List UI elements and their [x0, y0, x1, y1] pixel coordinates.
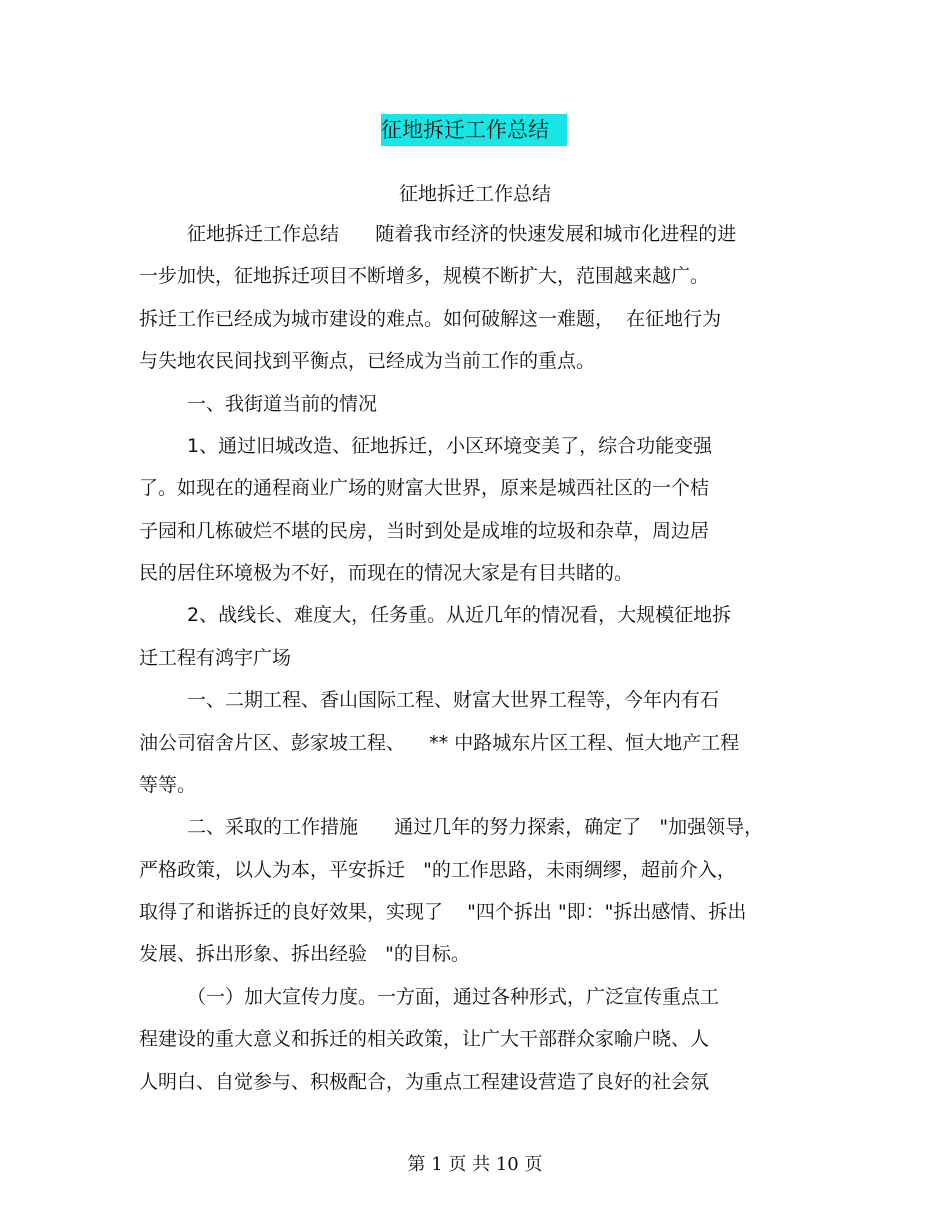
body-line: 一步加快，征地拆迁项目不断增多，规模不断扩大，范围越来越广。: [139, 265, 710, 287]
body-line: 人明白、自觉参与、积极配合，为重点工程建设营造了良好的社会氛: [139, 1071, 710, 1093]
body-line: 2、战线长、难度大，任务重。从近几年的情况看，大规模征地拆: [187, 604, 732, 626]
body-line: 子园和几栋破烂不堪的民房，当时到处是成堆的垃圾和杂草，周边居: [139, 520, 710, 542]
highlighted-title: 征地拆迁工作总结: [381, 114, 567, 146]
body-line: 等等。: [139, 774, 197, 796]
title-row: [0, 114, 950, 146]
body-line: 征地拆迁工作总结 随着我市经济的快速发展和城市化进程的进: [187, 223, 737, 245]
body-line: 发展、拆出形象、拆出经验 "的目标。: [139, 943, 470, 965]
page-footer: 第 1 页 共 10 页: [407, 1154, 543, 1175]
section-heading: 一、我街道当前的情况: [187, 393, 378, 415]
section-heading: 二、采取的工作措施 通过几年的努力探索，确定了 "加强领导，: [187, 816, 764, 838]
body-line: 油公司宿舍片区、彭家坡工程、 ** 中路城东片区工程、恒大地产工程: [139, 732, 740, 754]
body-line: 严格政策，以人为本，平安拆迁 "的工作思路，未雨绸缪，超前介入，: [139, 859, 736, 881]
body-line: 拆迁工作已经成为城市建设的难点。如何破解这一难题， 在征地行为: [139, 308, 722, 330]
body-line: 了。如现在的通程商业广场的财富大世界，原来是城西社区的一个桔: [139, 477, 710, 499]
body-line: 1、通过旧城改造、征地拆迁，小区环境变美了，综合功能变强: [187, 435, 713, 457]
body-line: 取得了和谐拆迁的良好效果，实现了 "四个拆出 "即："拆出感情、拆出: [139, 901, 747, 923]
body-line: 程建设的重大意义和拆迁的相关政策，让广大干部群众家喻户晓、人: [139, 1028, 710, 1050]
body-line: 一、二期工程、香山国际工程、财富大世界工程等，今年内有石: [187, 689, 720, 711]
subsection-heading: （一）加大宣传力度。一方面，通过各种形式，广泛宣传重点工: [187, 986, 720, 1008]
subtitle: 征地拆迁工作总结: [398, 183, 551, 205]
body-line: 迁工程有鸿宇广场: [139, 647, 292, 669]
body-line: 与失地农民间找到平衡点，已经成为当前工作的重点。: [139, 350, 596, 372]
body-line: 民的居住环境极为不好，而现在的情况大家是有目共睹的。: [139, 562, 634, 584]
